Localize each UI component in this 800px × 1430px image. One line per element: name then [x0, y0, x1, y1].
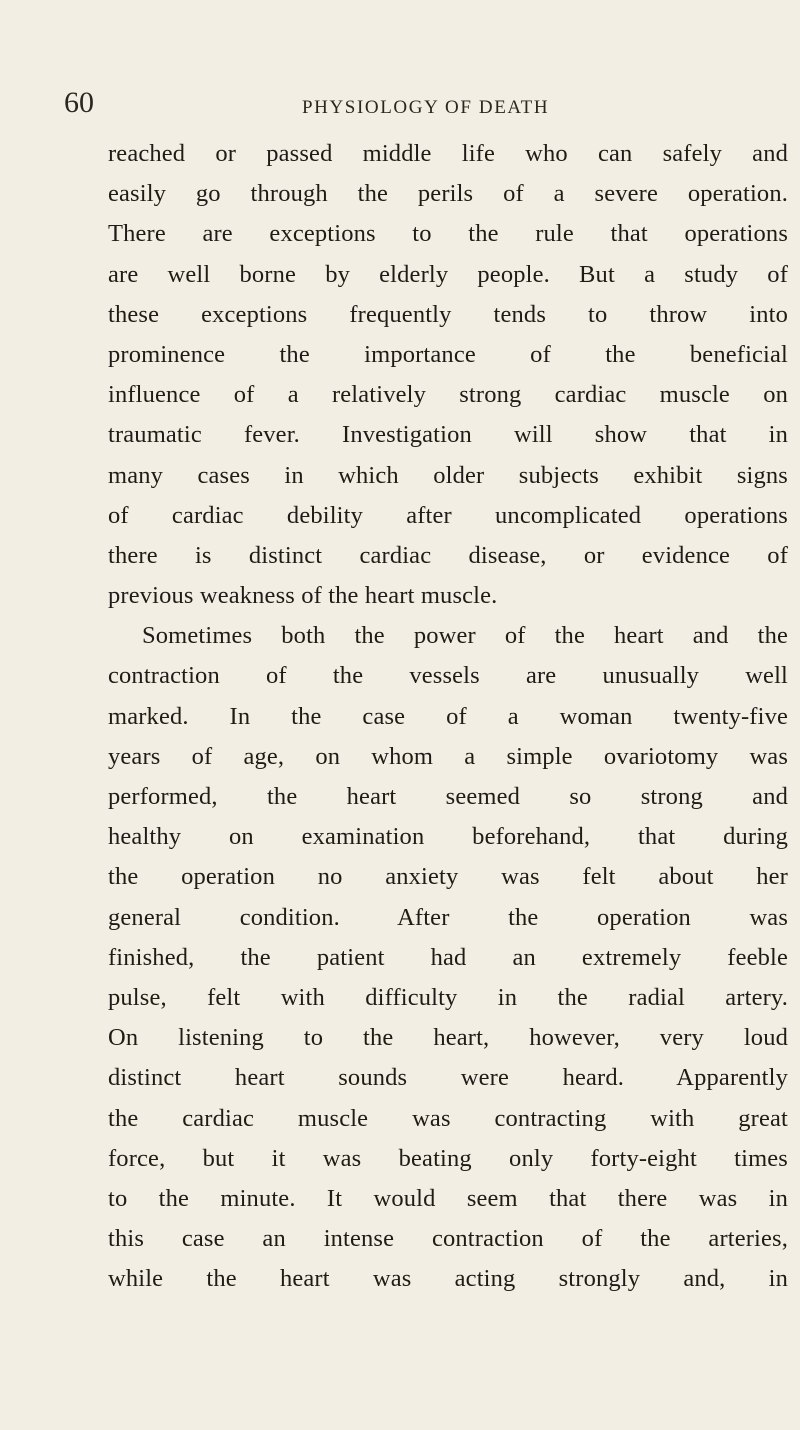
text-line: There are exceptions to the rule that operations	[108, 220, 788, 248]
text-line: easily go through the perils of a severe operation.	[108, 180, 788, 208]
text-line: are well borne by elderly people. But a study of	[108, 260, 788, 288]
body-text	[108, 134, 788, 1299]
text-line: there is distinct cardiac disease, or evidence of	[108, 541, 788, 569]
text-line-paragraph-start: Sometimes both the power of the heart and the	[142, 622, 788, 650]
text-line: these exceptions frequently tends to throw into	[108, 300, 788, 328]
text-line: On listening to the heart, however, very loud	[108, 1024, 788, 1052]
text-line: traumatic fever. Investigation will show that in	[108, 421, 788, 449]
text-line: force, but it was beating only forty-eight times	[108, 1144, 788, 1172]
text-line: influence of a relatively strong cardiac muscle on	[108, 381, 788, 409]
text-line: the operation no anxiety was felt about her	[108, 863, 788, 891]
text-line: while the heart was acting strongly and, in	[108, 1265, 788, 1293]
text-line: distinct heart sounds were heard. Apparently	[108, 1064, 788, 1092]
text-line: finished, the patient had an extremely feeble	[108, 943, 788, 971]
text-line: this case an intense contraction of the arteries,	[108, 1225, 788, 1253]
text-line: many cases in which older subjects exhibit signs	[108, 461, 788, 489]
text-line: to the minute. It would seem that there was in	[108, 1184, 788, 1212]
text-line: pulse, felt with difficulty in the radial artery.	[108, 983, 788, 1011]
text-line: contraction of the vessels are unusually well	[108, 662, 788, 690]
text-line-paragraph-end: previous weakness of the heart muscle.	[108, 582, 498, 610]
text-line: healthy on examination beforehand, that during	[108, 823, 788, 851]
text-line: years of age, on whom a simple ovariotomy was	[108, 742, 788, 770]
page-number: 60	[64, 86, 94, 119]
running-head: PHYSIOLOGY OF DEATH	[302, 97, 550, 118]
text-line: performed, the heart seemed so strong and	[108, 783, 788, 810]
text-line: of cardiac debility after uncomplicated operations	[108, 501, 788, 529]
text-line: reached or passed middle life who can safely and	[108, 140, 788, 167]
text-line: prominence the importance of the beneficial	[108, 340, 788, 368]
text-line: general condition. After the operation was	[108, 903, 788, 931]
text-line: the cardiac muscle was contracting with great	[108, 1104, 788, 1132]
text-line: marked. In the case of a woman twenty-five	[108, 702, 788, 730]
